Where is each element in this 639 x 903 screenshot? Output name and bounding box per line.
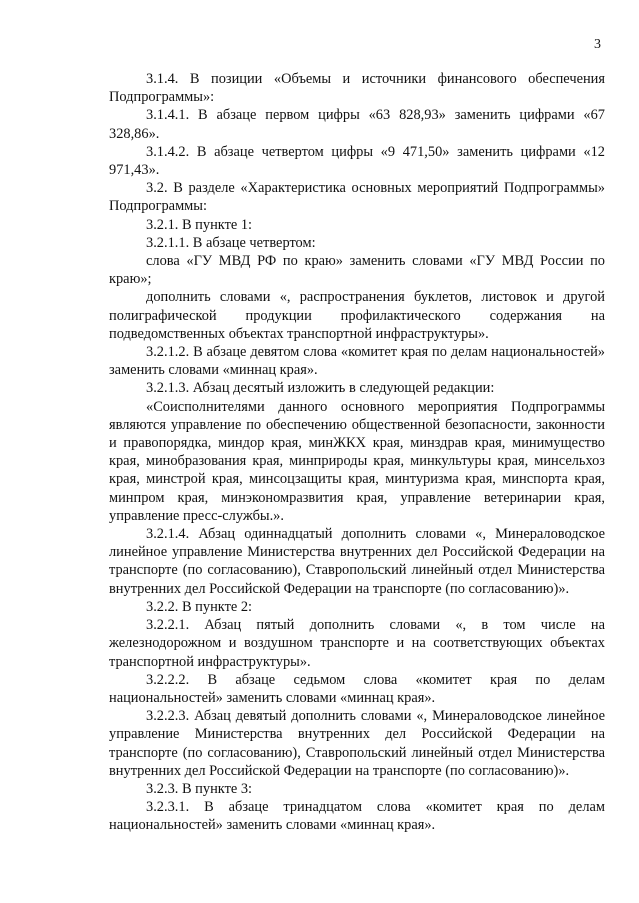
paragraph-3-2-1: 3.2.1. В пункте 1: bbox=[146, 216, 253, 233]
document-body bbox=[109, 70, 605, 835]
paragraph-3-1-4-2: 3.1.4.2. В абзаце четвертом цифры «9 471,50» заменить цифрами «12 971,43». bbox=[109, 143, 605, 179]
paragraph-addition: дополнить словами «, распространения буклетов, листовок и другой полиграфической продукции профилактического содержания на подведомственных объектах транспортной инфраструктуры». bbox=[109, 289, 605, 342]
paragraph-3-1-4: 3.1.4. В позиции «Объемы и источники финансового обеспечения Подпрограммы»: bbox=[109, 71, 605, 106]
paragraph-coexecutors: «Соисполнителями данного основного мероприятия Подпрограммы являются управление по обеспечению общественной безопасности, законности и правопорядка, миндор края, минЖКХ края, минздрав края, минимущество края, минобразования края, минприроды края, минкультуры края, минсельхоз края, минстрой края, минсоцзащиты края, минтуризма края, минспорта края, минпром края, минэкономразвития края, управление ветеринарии края, управление пресс-службы.». bbox=[109, 398, 605, 524]
paragraph-3-2-2-3: 3.2.2.3. Абзац девятый дополнить словами «, Минераловодское линейное управление Министерства внутренних дел Российской Федерации на транспорте (по согласованию), Ставропольский линейный отдел Министерства внутренних дел Российской Федерации на транспорте (по согласованию)». bbox=[109, 708, 605, 779]
paragraph-3-2-3: 3.2.3. В пункте 3: bbox=[146, 780, 253, 797]
paragraph-3-2: 3.2. В разделе «Характеристика основных мероприятий Подпрограммы» Подпрограммы: bbox=[109, 180, 605, 215]
paragraph-3-2-1-4: 3.2.1.4. Абзац одиннадцатый дополнить словами «, Минераловодское линейное управление Министерства внутренних дел Российской Федерации на транспорте (по согласованию), Ставропольский линейный отдел Министерства внутренних дел Российской Федерации на транспорте (по согласованию)». bbox=[109, 526, 605, 597]
paragraph-3-1-4-1: 3.1.4.1. В абзаце первом цифры «63 828,93» заменить цифрами «67 328,86». bbox=[109, 107, 605, 142]
paragraph-3-2-3-1: 3.2.3.1. В абзаце тринадцатом слова «комитет края по делам национальностей» заменить словами «миннац края». bbox=[109, 799, 605, 834]
paragraph-3-2-2-2: 3.2.2.2. В абзаце седьмом слова «комитет края по делам национальностей» заменить словами «миннац края». bbox=[109, 671, 605, 706]
paragraph-words-replacement: слова «ГУ МВД РФ по краю» заменить словами «ГУ МВД России по краю»; bbox=[109, 253, 605, 288]
paragraph-3-2-1-2: 3.2.1.2. В абзаце девятом слова «комитет края по делам национальностей» заменить словами «миннац края». bbox=[109, 344, 605, 379]
page-number: 3 bbox=[594, 37, 601, 52]
paragraph-3-2-2-1: 3.2.2.1. Абзац пятый дополнить словами «, в том числе на железнодорожном и воздушном транспорте и на соответствующих объектах транспортной инфраструктуры». bbox=[109, 617, 605, 670]
paragraph-3-2-1-3: 3.2.1.3. Абзац десятый изложить в следующей редакции: bbox=[146, 380, 495, 397]
paragraph-3-2-1-1: 3.2.1.1. В абзаце четвертом: bbox=[146, 234, 316, 251]
paragraph-3-2-2: 3.2.2. В пункте 2: bbox=[146, 598, 253, 615]
